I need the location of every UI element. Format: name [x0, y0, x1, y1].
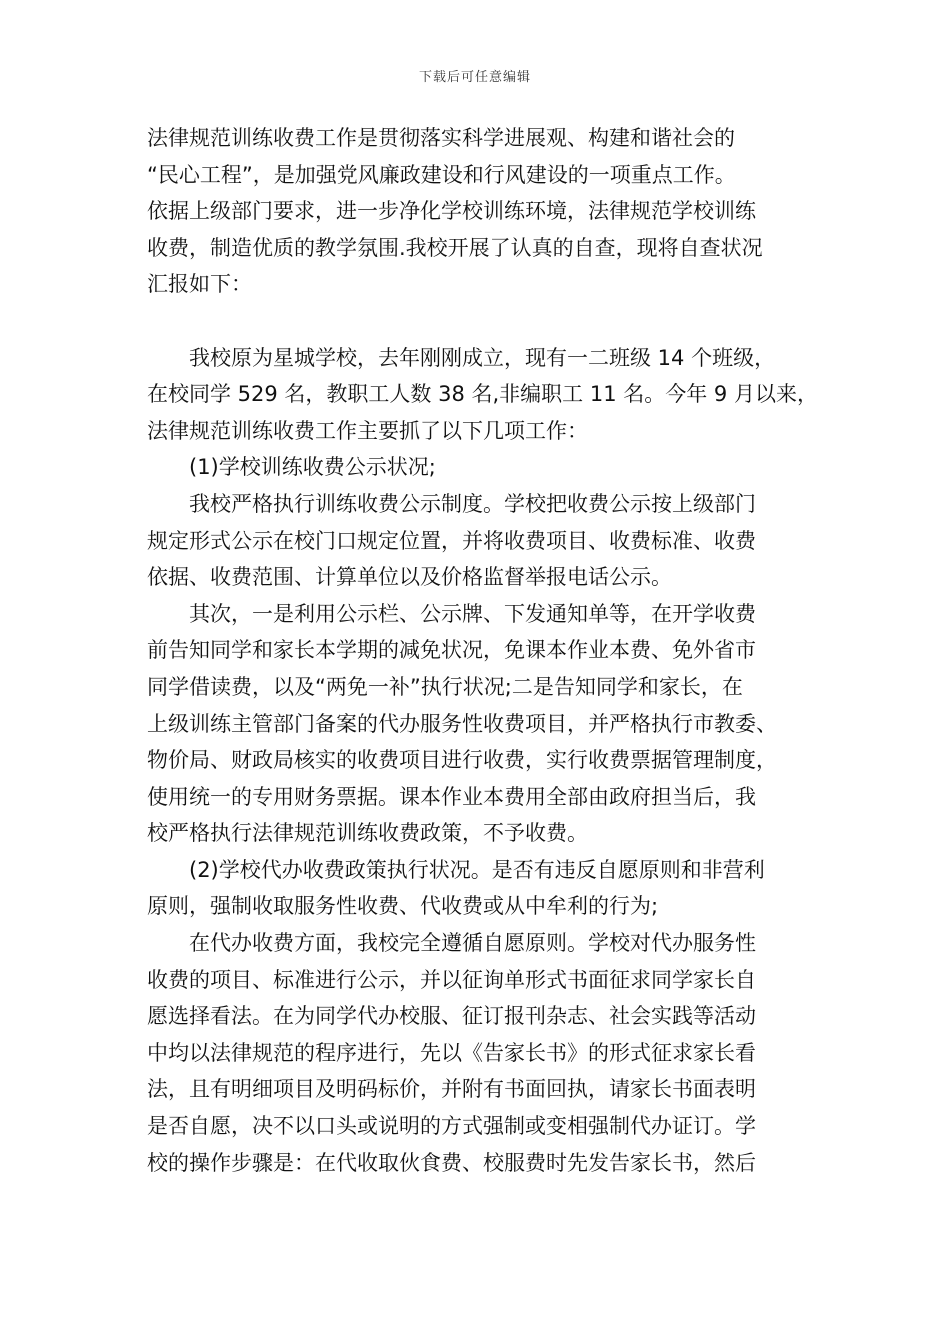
body-line: 物价局、财政局核实的收费项目进行收费，实行收费票据管理制度， — [147, 748, 777, 773]
body-line: 愿选择看法。在为同学代办校服、征订报刊杂志、社会实践等活动 — [147, 1004, 756, 1029]
body-line: 法，且有明细项目及明码标价，并附有书面回执，请家长书面表明 — [147, 1077, 756, 1102]
body-line: 前告知同学和家长本学期的减免状况，免课本作业本费、免外省市 — [147, 638, 756, 663]
body-line: 收费，制造优质的教学氛围.我校开展了认真的自查，现将自查状况 — [147, 235, 763, 260]
body-line: 其次，一是利用公示栏、公示牌、下发通知单等，在开学收费 — [189, 601, 756, 626]
blank-line — [147, 303, 819, 340]
body-line: 法律规范训练收费工作是贯彻落实科学进展观、构建和谐社会的 — [147, 126, 735, 150]
body-line: (2)学校代办收费政策执行状况。是否有违反自愿原则和非营利 — [189, 857, 765, 882]
body-line: “民心工程”，是加强党风廉政建设和行风建设的一项重点工作。 — [147, 162, 736, 187]
body-line: 是否自愿，决不以口头或说明的方式强制或变相强制代办证订。学 — [147, 1114, 756, 1139]
body-line: 汇报如下： — [147, 272, 252, 297]
body-line: 同学借读费，以及“两免一补”执行状况;二是告知同学和家长，在 — [147, 674, 743, 699]
body-line: 我校原为星城学校，去年刚刚成立，现有一二班级 14 个班级， — [189, 345, 776, 370]
body-line: 依据、收费范围、计算单位以及价格监督举报电话公示。 — [147, 565, 672, 590]
body-line: 我校严格执行训练收费公示制度。学校把收费公示按上级部门 — [189, 491, 756, 516]
body-line: 校的操作步骤是：在代收取伙食费、校服费时先发告家长书，然后 — [147, 1150, 756, 1175]
body-line: 在校同学 529 名，教职工人数 38 名,非编职工 11 名。今年 9 月以来， — [147, 382, 818, 407]
body-line: 法律规范训练收费工作主要抓了以下几项工作： — [147, 418, 588, 443]
document-body — [147, 120, 819, 1181]
body-line: (1)学校训练收费公示状况; — [189, 455, 436, 480]
body-line: 校严格执行法律规范训练收费政策，不予收费。 — [147, 821, 588, 846]
header-note: 下载后可任意编辑 — [418, 70, 531, 85]
body-line: 中均以法律规范的程序进行，先以《告家长书》的形式征求家长看 — [147, 1040, 756, 1065]
body-line: 使用统一的专用财务票据。课本作业本费用全部由政府担当后，我 — [147, 784, 756, 809]
body-line: 依据上级部门要求，进一步净化学校训练环境，法律规范学校训练 — [147, 199, 756, 224]
body-line: 上级训练主管部门备案的代办服务性收费项目，并严格执行市教委、 — [147, 711, 777, 736]
body-line: 在代办收费方面，我校完全遵循自愿原则。学校对代办服务性 — [189, 931, 756, 956]
body-line: 收费的项目、标准进行公示，并以征询单形式书面征求同学家长自 — [147, 967, 756, 992]
body-line: 原则，强制收取服务性收费、代收费或从中牟利的行为; — [147, 894, 659, 919]
body-line: 规定形式公示在校门口规定位置，并将收费项目、收费标准、收费 — [147, 528, 756, 553]
